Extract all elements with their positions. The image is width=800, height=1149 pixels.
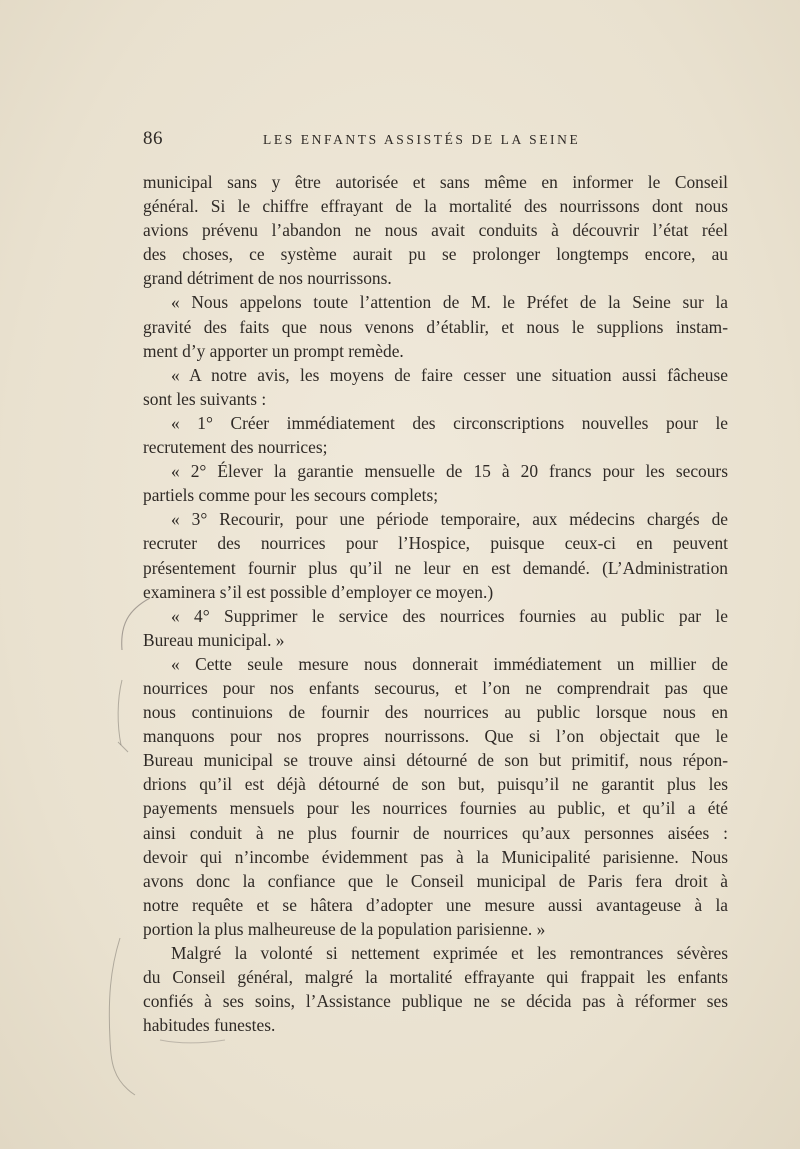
paragraph (143, 411, 728, 459)
text-line: confiés à ses soins, l’Assistance publique ne se décida pas à réformer ses (143, 991, 728, 1012)
paragraph (143, 652, 728, 941)
text-line: présentement fournir plus qu’il ne leur en est demandé. (L’Administration (143, 557, 728, 578)
body-text (143, 170, 728, 1037)
paragraph (143, 941, 728, 1037)
text-line: ainsi conduit à ne plus fournir de nourrices qu’aux personnes aisées : (143, 822, 728, 843)
text-line: nous continuions de fournir des nourrices au public lorsque nous en (143, 702, 728, 723)
text-line: « A notre avis, les moyens de faire cesser une situation aussi fâcheuse (171, 364, 728, 385)
page-number: 86 (143, 128, 163, 149)
running-title: LES ENFANTS ASSISTÉS DE LA SEINE (263, 132, 581, 147)
text-line: portion la plus malheureuse de la population parisienne. » (143, 918, 546, 939)
text-line: drions qu’il est déjà détourné de son but, puisqu’il ne garantit plus les (143, 774, 728, 795)
text-line: recruter des nourrices pour l’Hospice, puisque ceux-ci en peuvent (143, 533, 728, 554)
text-line: avions prévenu l’abandon ne nous avait conduits à découvrir l’état réel (143, 220, 728, 241)
text-line: payements mensuels pour les nourrices fournies au public, et qu’il a été (143, 798, 728, 819)
text-line: recrutement des nourrices; (143, 437, 328, 458)
paragraph (143, 507, 728, 603)
text-line: « 3° Recourir, pour une période temporaire, aux médecins chargés de (171, 509, 728, 530)
paragraph (143, 604, 728, 652)
text-line: Bureau municipal se trouve ainsi détourné de son but primitif, nous répon- (143, 750, 728, 771)
text-line: Bureau municipal. » (143, 629, 285, 650)
paragraph (143, 290, 728, 362)
paragraph (143, 363, 728, 411)
text-line: général. Si le chiffre effrayant de la mortalité des nourrissons dont nous (143, 196, 728, 217)
page-header (143, 128, 728, 152)
text-line: manquons pour nos propres nourrissons. Que si l’on objectait que le (143, 726, 728, 747)
text-line: partiels comme pour les secours complets; (143, 485, 439, 506)
paragraph (143, 170, 728, 290)
text-line: « 1° Créer immédiatement des circonscriptions nouvelles pour le (171, 412, 728, 433)
text-line: des choses, ce système aurait pu se prolonger longtemps encore, au (143, 244, 728, 265)
text-line: devoir qui n’incombe évidemment pas à la Municipalité parisienne. Nous (143, 846, 728, 867)
text-line: gravité des faits que nous venons d’établir, et nous le supplions instam- (143, 316, 728, 337)
text-line: nourrices pour nos enfants secourus, et l’on ne comprendrait pas que (143, 677, 728, 698)
text-line: habitudes funestes. (143, 1015, 276, 1036)
text-line: notre requête et se hâtera d’adopter une mesure aussi avantageuse à la (143, 894, 728, 915)
text-line: « Nous appelons toute l’attention de M. le Préfet de la Seine sur la (171, 292, 728, 313)
text-line: du Conseil général, malgré la mortalité effrayante qui frappait les enfants (143, 967, 728, 988)
text-line: « 2° Élever la garantie mensuelle de 15 à 20 francs pour les secours (171, 461, 728, 482)
text-line: examinera s’il est possible d’employer ce moyen.) (143, 581, 494, 602)
text-line: sont les suivants : (143, 388, 267, 409)
text-line: « Cette seule mesure nous donnerait immédiatement un millier de (171, 653, 728, 674)
paragraph (143, 459, 728, 507)
text-line: « 4° Supprimer le service des nourrices fournies au public par le (171, 605, 728, 626)
text-line: municipal sans y être autorisée et sans même en informer le Conseil (143, 172, 728, 192)
text-line: grand détriment de nos nourrissons. (143, 268, 392, 289)
text-line: ment d’y apporter un prompt remède. (143, 340, 404, 361)
text-line: Malgré la volonté si nettement exprimée et les remontrances sévères (171, 943, 728, 963)
text-line: avons donc la confiance que le Conseil municipal de Paris fera droit à (143, 870, 728, 891)
